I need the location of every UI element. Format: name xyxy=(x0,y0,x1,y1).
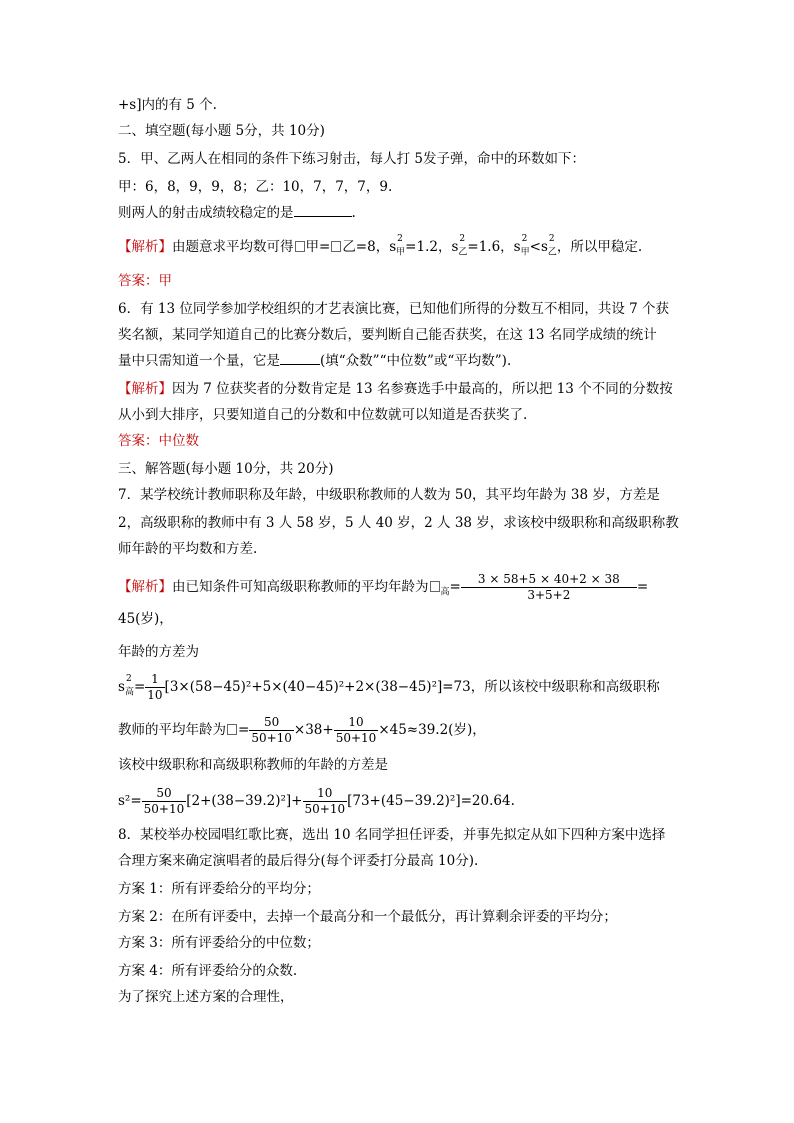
solution-text: [73+(45−39.2)²]=20.64. xyxy=(347,793,515,809)
section-heading: 三、解答题(每小题 10分，共 20分) xyxy=(118,461,334,477)
x-bar-symbol xyxy=(331,241,341,252)
denominator: 50+10 xyxy=(251,731,292,745)
numerator: 50 xyxy=(156,786,172,800)
fraction xyxy=(249,715,294,746)
solution-text: = xyxy=(449,579,461,595)
solution-text: <s xyxy=(529,239,548,255)
question-6: 6．有 13 位同学参加学校组织的才艺表演比赛，已知他们所得的分数互不相同，共设 7 个获 xyxy=(118,301,670,317)
solution-text: 因为 7 位获奖者的分数肯定是 13 名参赛选手中最高的，所以把 13 个不同的分数按 xyxy=(172,381,673,397)
fraction xyxy=(303,786,348,817)
text-line: 45(岁)， xyxy=(118,611,173,627)
solution-text: [2+(38−39.2)²]+ xyxy=(186,793,303,809)
answer-line: 答案：甲 xyxy=(118,273,172,289)
subscript: 高 xyxy=(440,587,450,598)
fraction xyxy=(142,786,187,817)
formula-line xyxy=(118,786,515,817)
numerator: 3 × 58+5 × 40+2 × 38 xyxy=(477,572,620,586)
solution-line xyxy=(118,234,643,262)
numerator: 50 xyxy=(263,715,280,729)
numerator: 10 xyxy=(348,715,364,729)
solution-text: =1.2，s xyxy=(405,239,459,255)
text-line: 师年龄的平均数和方差. xyxy=(118,541,258,557)
denominator: 50+10 xyxy=(143,802,185,816)
answer-blank xyxy=(280,352,320,365)
superscript: 2 xyxy=(548,234,555,244)
superscript: 2 xyxy=(126,674,132,684)
solution-line xyxy=(118,380,673,398)
solution-text: ，所以甲稳定. xyxy=(556,239,643,255)
fraction xyxy=(334,715,379,746)
section-heading: 二、填空题(每小题 5分，共 10分) xyxy=(118,123,325,139)
text-line: 为了探究上述方案的合理性， xyxy=(118,989,294,1005)
question-8: 8．某校举办校园唱红歌比赛，选出 10 名同学担任评委，并事先拟定从如下四种方案中选择 xyxy=(118,827,666,843)
question-text: (填“众数”“中位数”或“平均数”). xyxy=(320,353,512,369)
solution-text: s²= xyxy=(118,793,142,809)
text-line: 方案 2：在所有评委中，去掉一个最高分和一个最低分，再计算剩余评委的平均分； xyxy=(118,909,617,925)
superscript: 2 xyxy=(459,234,466,244)
text-line xyxy=(118,204,356,222)
text-line: +s]内的有 5 个. xyxy=(118,97,217,113)
solution-tag: 【解析】 xyxy=(118,579,172,595)
denominator: 50+10 xyxy=(304,802,346,816)
superscript: 2 xyxy=(397,234,403,244)
solution-text: 由题意求平均数可得 xyxy=(172,239,294,255)
solution-text: 教师的平均年龄为 xyxy=(118,722,226,738)
text-line: 合理方案来确定演唱者的最后得分(每个评委打分最高 10分). xyxy=(118,853,479,869)
fraction xyxy=(145,672,164,703)
fraction xyxy=(461,572,637,603)
solution-tag: 【解析】 xyxy=(118,239,172,255)
answer-line: 答案：中位数 xyxy=(118,433,199,449)
solution-text: = xyxy=(238,722,250,738)
question-text: . xyxy=(351,205,356,221)
subscript: 甲 xyxy=(396,247,406,258)
x-bar-symbol xyxy=(295,241,305,252)
answer-blank xyxy=(294,204,352,217)
text-line: 2，高级职称的教师中有 3 人 58 岁，5 人 40 岁，2 人 38 岁，求该校中级职称和高级职称教 xyxy=(118,515,679,531)
text-line: 奖名额，某同学知道自己的比赛分数后，要判断自己能否获奖，在这 13 名同学成绩的统计 xyxy=(118,327,657,343)
question-5: 5．甲、乙两人在相同的条件下练习射击，每人打 5发子弹，命中的环数如下： xyxy=(118,151,585,167)
solution-text: = xyxy=(133,679,146,695)
formula-line xyxy=(118,715,486,746)
solution-text: 甲= xyxy=(305,239,331,255)
text-line: 该校中级职称和高级职称教师的年龄的方差是 xyxy=(118,757,388,773)
subscript: 乙 xyxy=(458,247,468,258)
solution-text: = xyxy=(636,579,649,595)
text-line: 方案 4：所有评委给分的众数. xyxy=(118,963,298,979)
denominator: 3+5+2 xyxy=(461,587,637,603)
x-bar-symbol xyxy=(430,581,440,592)
solution-text: ×38+ xyxy=(293,722,334,738)
text-line: 从小到大排序，只要知道自己的分数和中位数就可以知道是否获奖了. xyxy=(118,407,528,423)
solution-text: s xyxy=(118,679,125,695)
question-text: 量中只需知道一个量，它是 xyxy=(118,353,280,369)
formula-line xyxy=(118,672,660,703)
text-line: 方案 3：所有评委给分的中位数； xyxy=(118,935,320,951)
text-line xyxy=(118,352,511,370)
x-bar-symbol xyxy=(227,724,237,735)
denominator: 50+10 xyxy=(335,731,377,745)
solution-text: 乙=8，s xyxy=(342,239,397,255)
solution-text: ×45≈39.2(岁)， xyxy=(378,722,486,738)
question-text: 则两人的射击成绩较稳定的是 xyxy=(118,205,294,221)
solution-line xyxy=(118,572,648,603)
text-line: 方案 1：所有评委给分的平均分； xyxy=(118,881,320,897)
subscript: 甲 xyxy=(520,247,530,258)
denominator: 10 xyxy=(147,688,163,702)
question-7: 7．某学校统计教师职称及年龄，中级职称教师的人数为 50，其平均年龄为 38 岁，方差是 xyxy=(118,487,660,503)
solution-text: 由已知条件可知高级职称教师的平均年龄为 xyxy=(172,579,429,595)
solution-text: =1.6，s xyxy=(467,239,521,255)
numerator: 1 xyxy=(151,672,159,686)
solution-text: [3×(58−45)²+5×(40−45)²+2×(38−45)²]=73，所以该校中级职称和高级职称 xyxy=(164,679,660,695)
subscript: 乙 xyxy=(547,247,557,258)
solution-tag: 【解析】 xyxy=(118,381,172,397)
text-line: 甲：6，8，9，9，8；乙：10，7，7，7，9. xyxy=(118,179,393,195)
subscript: 高 xyxy=(124,687,134,698)
numerator: 10 xyxy=(317,786,333,800)
superscript: 2 xyxy=(521,234,528,244)
text-line: 年龄的方差为 xyxy=(118,644,199,660)
